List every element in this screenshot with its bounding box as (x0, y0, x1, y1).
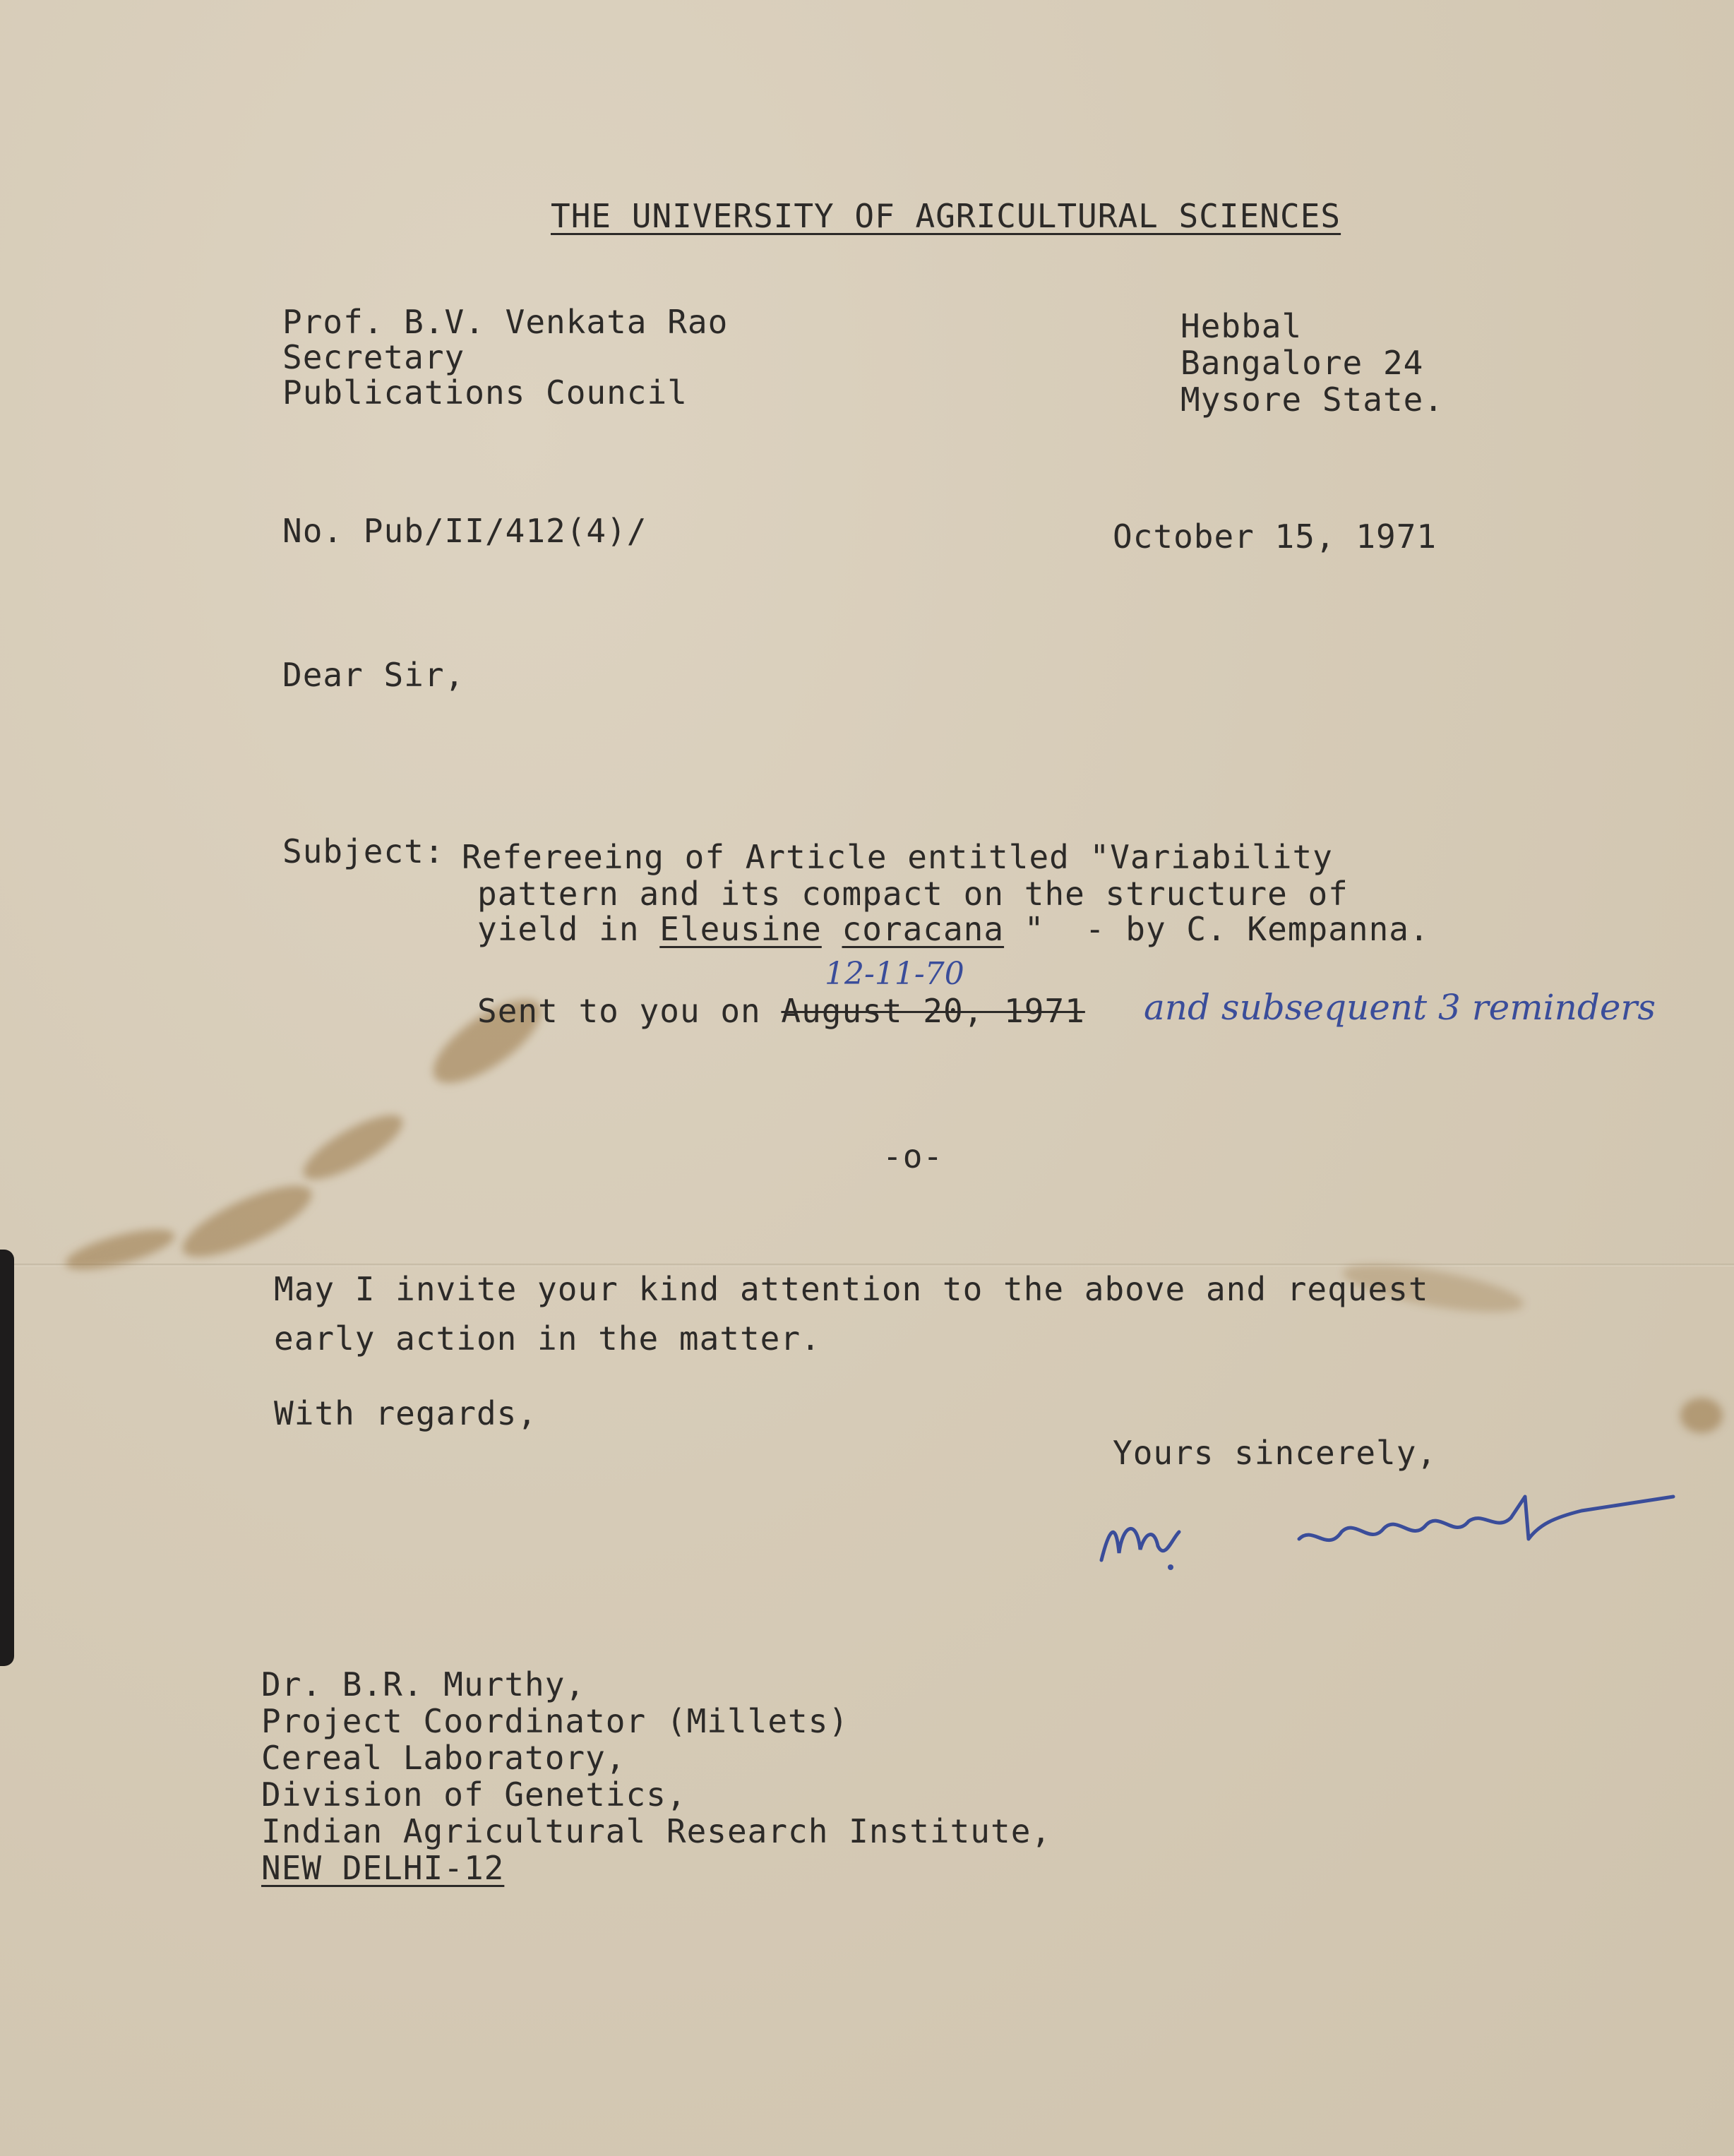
stain-6 (1680, 1398, 1723, 1433)
sent-line (477, 993, 1085, 1029)
address-line-1: Hebbal (1180, 307, 1303, 345)
address-line-3: Mysore State. (1180, 381, 1445, 419)
regards: With regards, (274, 1394, 538, 1432)
salutation: Dear Sir, (282, 656, 465, 694)
subject-line-3-suffix: " - by C. Kempanna. (1004, 910, 1430, 948)
recipient-line-3: Cereal Laboratory, (261, 1739, 626, 1777)
subject-line-3 (477, 911, 1430, 947)
struck-date: August 20, 1971 (781, 992, 1085, 1030)
sent-prefix: Sent to you on (477, 992, 782, 1030)
letter-date: October 15, 1971 (1113, 517, 1437, 556)
body-line-2: early action in the matter. (274, 1319, 821, 1358)
species-epithet: coracana (842, 910, 1005, 948)
separator: -o- (883, 1137, 944, 1175)
recipient-line-4: Division of Genetics, (261, 1775, 687, 1814)
subject-line-2: pattern and its compact on the structure of (477, 875, 1349, 913)
sender-office: Publications Council (282, 373, 688, 412)
recipient-line-2: Project Coordinator (Millets) (261, 1702, 849, 1740)
recipient-line-5: Indian Agricultural Research Institute, (261, 1812, 1052, 1850)
subject-label: Subject: (282, 832, 445, 870)
sender-title: Secretary (282, 338, 465, 376)
recipient-line-1: Dr. B.R. Murthy, (261, 1665, 586, 1703)
address-line-2: Bangalore 24 (1180, 344, 1424, 382)
binder-edge (0, 1250, 14, 1666)
institution-heading: THE UNIVERSITY OF AGRICULTURAL SCIENCES (551, 197, 1341, 235)
subject-line-1: Refereeing of Article entitled "Variability (462, 838, 1333, 876)
paper-fold (0, 1264, 1734, 1266)
recipient-line-6: NEW DELHI-12 (261, 1849, 505, 1887)
body-line-1: May I invite your kind attention to the above and request (274, 1270, 1429, 1308)
handwritten-date: 12-11-70 (825, 956, 964, 992)
reference-number: No. Pub/II/412(4)/ (282, 512, 647, 550)
subject-line-3-prefix: yield in (477, 910, 660, 948)
species-genus: Eleusine (659, 910, 822, 948)
closing: Yours sincerely, (1113, 1434, 1437, 1472)
sender-name: Prof. B.V. Venkata Rao (282, 303, 729, 341)
handwritten-note: and subsequent 3 reminders (1144, 987, 1656, 1028)
signature (1087, 1454, 1694, 1610)
